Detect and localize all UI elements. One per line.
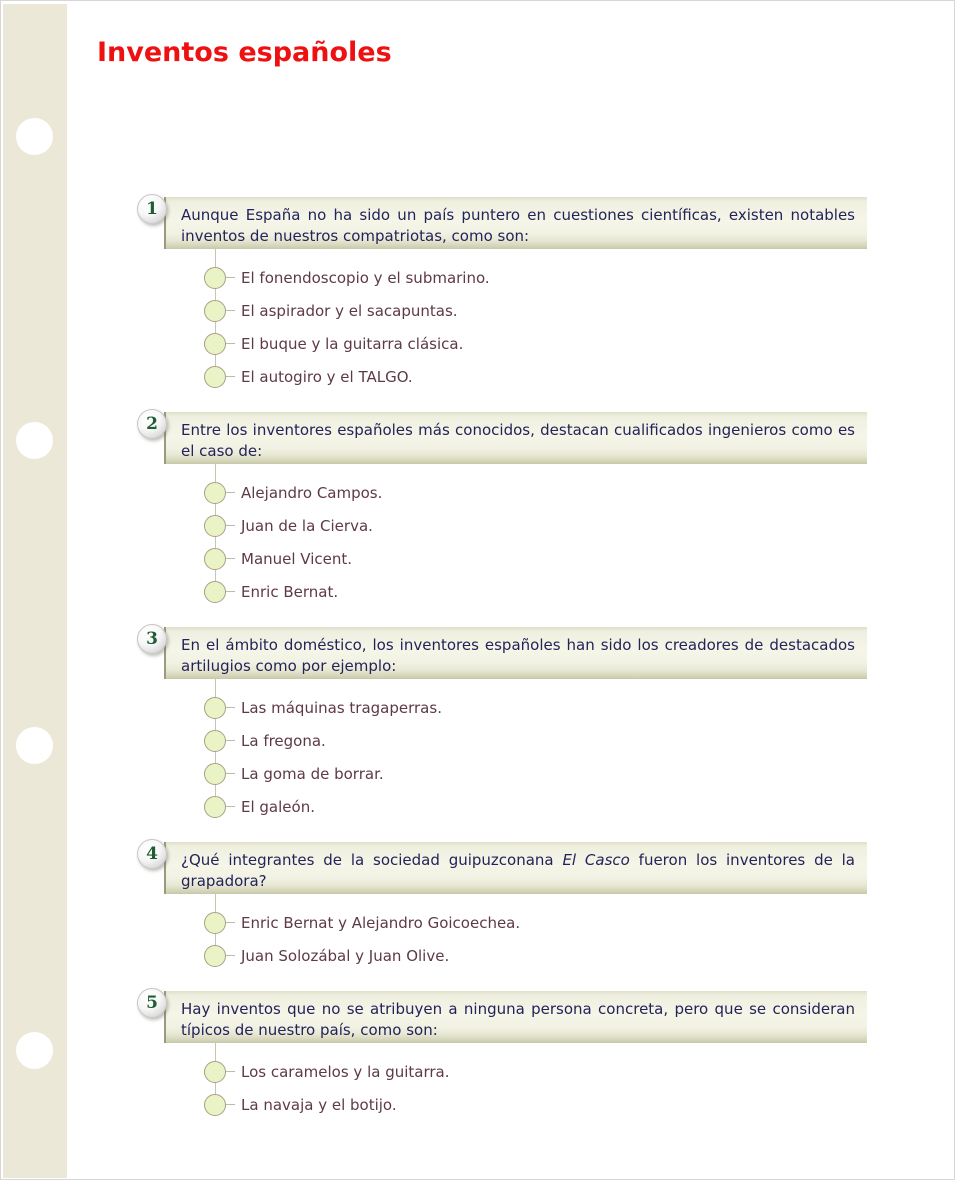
answer-option[interactable] bbox=[204, 906, 955, 939]
radio-bullet-icon[interactable] bbox=[204, 1094, 226, 1116]
radio-bullet-icon[interactable] bbox=[204, 763, 226, 785]
radio-bullet-icon[interactable] bbox=[204, 697, 226, 719]
answer-option-label: Enric Bernat y Alejandro Goicoechea. bbox=[241, 913, 521, 932]
answer-option-label: El autogiro y el TALGO. bbox=[241, 367, 413, 386]
answer-option-label: Alejandro Campos. bbox=[241, 483, 383, 502]
punch-hole-icon bbox=[16, 727, 53, 764]
radio-bullet-icon[interactable] bbox=[204, 333, 226, 355]
answer-option-label: Juan de la Cierva. bbox=[241, 516, 373, 535]
answer-option[interactable] bbox=[204, 790, 955, 823]
answer-option[interactable] bbox=[204, 509, 955, 542]
question-bar bbox=[146, 842, 867, 894]
question-number-badge: 4 bbox=[137, 839, 167, 869]
question-group bbox=[67, 842, 955, 972]
radio-bullet-icon[interactable] bbox=[204, 482, 226, 504]
radio-bullet-icon[interactable] bbox=[204, 548, 226, 570]
question-text: ¿Qué integrantes de la sociedad guipuzconana El Casco fueron los inventores de la grapadora? bbox=[181, 851, 856, 890]
radio-bullet-icon[interactable] bbox=[204, 730, 226, 752]
question-list bbox=[67, 197, 955, 1140]
question-bar bbox=[146, 197, 867, 249]
answer-option-label: La navaja y el botijo. bbox=[241, 1095, 397, 1114]
answer-option-label: El buque y la guitarra clásica. bbox=[241, 334, 464, 353]
question-text: En el ámbito doméstico, los inventores españoles han sido los creadores de destacados artilugios como por ejemplo: bbox=[181, 636, 855, 675]
punch-hole-icon bbox=[16, 1032, 53, 1069]
answer-option[interactable] bbox=[204, 360, 955, 393]
answer-option[interactable] bbox=[204, 575, 955, 608]
answer-option-label: El aspirador y el sacapuntas. bbox=[241, 301, 458, 320]
page-content bbox=[67, 1, 955, 1179]
question-number-badge: 2 bbox=[137, 409, 167, 439]
punch-hole-icon bbox=[16, 118, 53, 155]
answer-option[interactable] bbox=[204, 294, 955, 327]
answer-option-label: El galeón. bbox=[241, 797, 315, 816]
answer-option-label: El fonendoscopio y el submarino. bbox=[241, 268, 490, 287]
question-bar bbox=[146, 991, 867, 1043]
answer-option-label: La fregona. bbox=[241, 731, 326, 750]
question-number-badge: 3 bbox=[137, 624, 167, 654]
question-bar bbox=[146, 627, 867, 679]
question-group bbox=[67, 991, 955, 1121]
radio-bullet-icon[interactable] bbox=[204, 796, 226, 818]
radio-bullet-icon[interactable] bbox=[204, 300, 226, 322]
question-bar bbox=[146, 412, 867, 464]
answer-option[interactable] bbox=[204, 1055, 955, 1088]
radio-bullet-icon[interactable] bbox=[204, 267, 226, 289]
radio-bullet-icon[interactable] bbox=[204, 945, 226, 967]
answer-options bbox=[204, 1055, 955, 1121]
notebook-margin bbox=[3, 4, 67, 1178]
answer-options bbox=[204, 691, 955, 823]
answer-options bbox=[204, 906, 955, 972]
question-number-badge: 1 bbox=[137, 194, 167, 224]
answer-option[interactable] bbox=[204, 542, 955, 575]
answer-option[interactable] bbox=[204, 939, 955, 972]
question-group bbox=[67, 627, 955, 823]
radio-bullet-icon[interactable] bbox=[204, 366, 226, 388]
page-title: Inventos españoles bbox=[97, 37, 392, 68]
answer-option[interactable] bbox=[204, 757, 955, 790]
answer-option-label: Manuel Vicent. bbox=[241, 549, 353, 568]
question-group bbox=[67, 412, 955, 608]
answer-option-label: Juan Solozábal y Juan Olive. bbox=[241, 946, 450, 965]
question-number-badge: 5 bbox=[137, 988, 167, 1018]
punch-hole-icon bbox=[16, 422, 53, 459]
answer-option[interactable] bbox=[204, 1088, 955, 1121]
question-text: Aunque España no ha sido un país puntero en cuestiones científicas, existen notables inventos de nuestros compatriotas, como son: bbox=[181, 206, 855, 245]
answer-option[interactable] bbox=[204, 724, 955, 757]
answer-option-label: Las máquinas tragaperras. bbox=[241, 698, 442, 717]
radio-bullet-icon[interactable] bbox=[204, 581, 226, 603]
answer-options bbox=[204, 476, 955, 608]
question-group bbox=[67, 197, 955, 393]
answer-option[interactable] bbox=[204, 691, 955, 724]
radio-bullet-icon[interactable] bbox=[204, 515, 226, 537]
answer-option[interactable] bbox=[204, 261, 955, 294]
answer-option[interactable] bbox=[204, 327, 955, 360]
question-text: Hay inventos que no se atribuyen a ninguna persona concreta, pero que se consideran típicos de nuestro país, como son: bbox=[181, 1000, 855, 1039]
answer-options bbox=[204, 261, 955, 393]
answer-option-label: Los caramelos y la guitarra. bbox=[241, 1062, 450, 1081]
answer-option-label: La goma de borrar. bbox=[241, 764, 384, 783]
answer-option-label: Enric Bernat. bbox=[241, 582, 339, 601]
answer-option[interactable] bbox=[204, 476, 955, 509]
question-text: Entre los inventores españoles más conocidos, destacan cualificados ingenieros como es el caso de: bbox=[181, 421, 855, 460]
radio-bullet-icon[interactable] bbox=[204, 1061, 226, 1083]
radio-bullet-icon[interactable] bbox=[204, 912, 226, 934]
